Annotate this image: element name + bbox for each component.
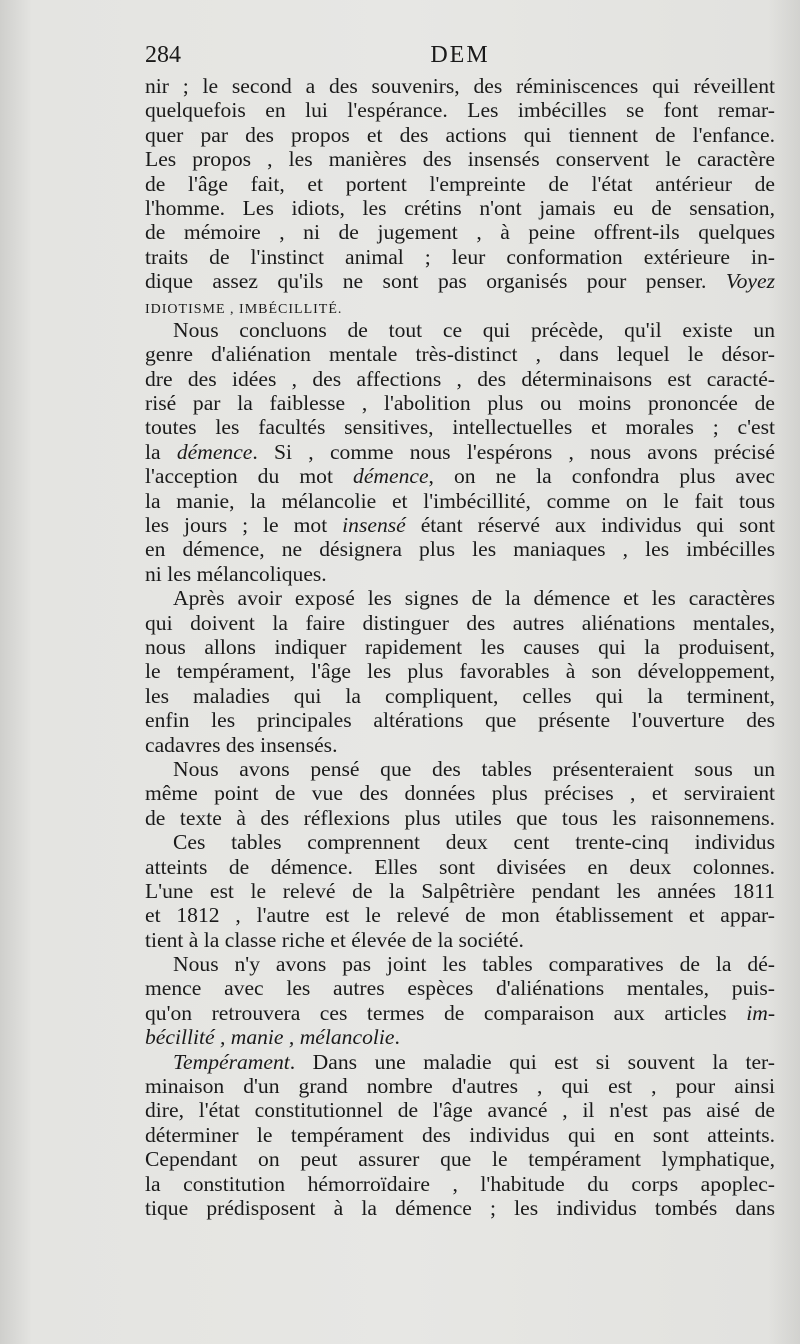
text-line: de l'âge fait, et portent l'empreinte de l'état antérieur de <box>145 171 775 196</box>
text-span: qu'on retrouvera ces termes de comparaison aux articles <box>145 1000 727 1025</box>
page-number: 284 <box>145 42 181 68</box>
text-line: genre d'aliénation mentale très-distinct , dans lequel le désor- <box>145 342 775 367</box>
text-line: nous allons indiquer rapidement les causes qui la produisent, <box>145 634 775 659</box>
text-line <box>145 464 775 488</box>
text-line: dire, l'état constitutionnel de l'âge avancé , il n'est pas aisé de <box>145 1098 775 1123</box>
text-line: dre des idées , des affections , des déterminaisons est caracté- <box>145 366 775 391</box>
text-line: mence avec les autres espèces d'aliénations mentales, puis- <box>145 976 775 1001</box>
text-line <box>145 269 775 293</box>
text-line: L'une est le relevé de la Salpêtrière pendant les années 1811 <box>145 878 775 903</box>
text-line: Ces tables comprennent deux cent trente-cinq individus <box>173 830 775 855</box>
text-line: traits de l'instinct animal ; leur conformation extérieure in- <box>145 244 775 269</box>
running-title: DEM <box>430 42 490 68</box>
text-line: de texte à des réflexions plus utiles que tous les raisonnemens. <box>145 805 775 830</box>
italic-terms: bécillité , manie , mélancolie <box>145 1025 395 1050</box>
text-span: dique assez qu'ils ne sont pas organisés pour penser. <box>145 269 707 294</box>
text-line: qui doivent la faire distinguer des autres aliénations mentales, <box>145 610 775 635</box>
text-line: risé par la faiblesse , l'abolition plus ou moins prononcée de <box>145 391 775 416</box>
text-line: le tempérament, l'âge les plus favorables à son développement, <box>145 659 775 684</box>
text-line <box>145 294 775 318</box>
text-line: nir ; le second a des souvenirs, des réminiscences qui réveillent <box>145 74 775 98</box>
text-line: quelquefois en lui l'espérance. Les imbécilles se font remar- <box>145 98 775 123</box>
text-line: quer par des propos et des actions qui tiennent de l'enfance. <box>145 122 775 147</box>
demence-italic: démence <box>353 464 429 489</box>
text-line: ni les mélancoliques. <box>145 561 327 586</box>
text-line <box>145 1050 775 1074</box>
text-span: . Si , comme nous l'espérons , nous avons précisé <box>252 439 775 464</box>
text-span: étant réservé aux individus qui sont <box>420 513 775 538</box>
text-line: les maladies qui la compliquent, celles qui la terminent, <box>145 683 775 708</box>
text-span: , on ne la confondra plus avec <box>428 464 775 489</box>
text-span: les jours ; le mot <box>145 513 328 538</box>
page-body <box>145 74 775 1220</box>
text-line: même point de vue des données plus précises , et serviraient <box>145 781 775 806</box>
text-line: cadavres des insensés. <box>145 732 338 757</box>
text-line: la manie, la mélancolie et l'imbécillité, comme on le fait tous <box>145 488 775 513</box>
cross-reference: IDIOTISME , IMBÉCILLITÉ. <box>145 301 343 317</box>
text-line: Nous concluons de tout ce qui précède, qu'il existe un <box>173 317 775 342</box>
demence-italic: démence <box>176 439 253 464</box>
text-line: déterminer le tempérament des individus qui en sont atteints. <box>145 1122 775 1147</box>
text-line <box>145 1001 775 1025</box>
text-span: l'acception du mot <box>145 464 333 489</box>
text-span: . Dans une maladie qui est si souvent la ter- <box>289 1049 775 1074</box>
text-line: de mémoire , ni de jugement , à peine offrent-ils quelques <box>145 220 775 245</box>
text-line: tient à la classe riche et élevée de la société. <box>145 927 524 952</box>
text-line: minaison d'un grand nombre d'autres , qui est , pour ainsi <box>145 1074 775 1099</box>
text-line: en démence, ne désignera plus les maniaques , les imbécilles <box>145 537 775 562</box>
text-span: la <box>145 439 161 464</box>
voyez-italic: Voyez <box>725 269 775 294</box>
text-line: la constitution hémorroïdaire , l'habitude du corps apoplec- <box>145 1171 775 1196</box>
text-line: Cependant on peut assurer que le tempérament lymphatique, <box>145 1147 775 1172</box>
text-line <box>145 513 775 537</box>
text-line: l'homme. Les idiots, les crétins n'ont jamais eu de sensation, <box>145 195 775 220</box>
text-line <box>145 440 775 464</box>
text-line: tique prédisposent à la démence ; les individus tombés dans <box>145 1195 775 1220</box>
text-line: toutes les facultés sensitives, intellectuelles et morales ; c'est <box>145 415 775 440</box>
insense-italic: insensé <box>342 513 406 538</box>
page-header <box>145 42 775 74</box>
text-line: atteints de démence. Elles sont divisées en deux colonnes. <box>145 854 775 879</box>
text-line: Les propos , les manières des insensés conservent le caractère <box>145 147 775 172</box>
temperament-italic: Tempérament <box>173 1049 290 1074</box>
text-span: . <box>394 1025 400 1050</box>
text-line: Après avoir exposé les signes de la démence et les caractères <box>173 586 775 611</box>
imbecillite-italic: im- <box>746 1000 775 1025</box>
text-line: et 1812 , l'autre est le relevé de mon établissement et appar- <box>145 903 775 928</box>
text-line: Nous avons pensé que des tables présenteraient sous un <box>173 756 775 781</box>
text-line <box>145 1025 775 1049</box>
text-line: enfin les principales altérations que présente l'ouverture des <box>145 708 775 733</box>
text-line: Nous n'y avons pas joint les tables comparatives de la dé- <box>173 952 775 977</box>
